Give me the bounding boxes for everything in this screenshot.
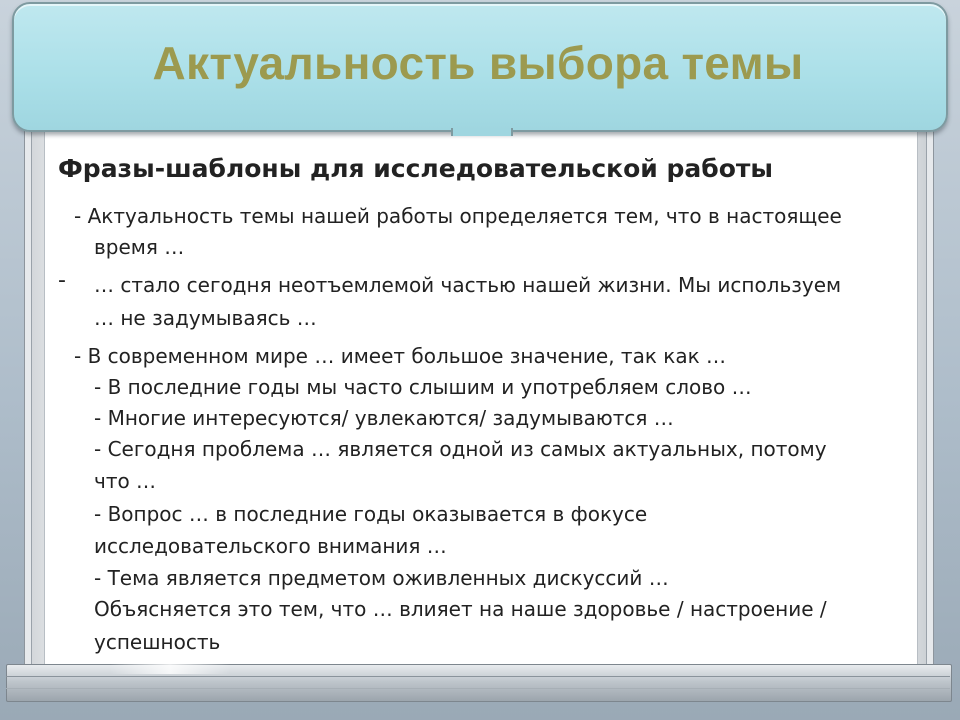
phrase-line-8: - Тема является предметом оживленных дискуссий … (94, 566, 669, 590)
phrase-line-5: - Многие интересуются/ увлекаются/ задумываются … (94, 406, 674, 430)
phrase-line-9: Объясняется это тем, что … влияет на наше здоровье / настроение / (94, 597, 827, 621)
ledge-divider (6, 676, 950, 677)
chalk-smudge (110, 664, 230, 674)
phrase-line-2: … стало сегодня неотъемлемой частью нашей жизни. Мы используем (94, 273, 842, 297)
phrase-line-9-cont: успешность (94, 630, 221, 654)
phrase-line-4: - В последние годы мы часто слышим и употребляем слово … (94, 375, 752, 399)
phrase-line-7: - Вопрос … в последние годы оказывается в фокусе (94, 502, 648, 526)
phrase-line-6: - Сегодня проблема … является одной из самых актуальных, потому (94, 437, 827, 461)
phrase-line-1-cont: время … (94, 235, 185, 259)
banner-hanger (451, 128, 513, 136)
bullet-dash: - (58, 268, 66, 293)
phrase-line-1: - Актуальность темы нашей работы определяется тем, что в настоящее (74, 204, 842, 228)
phrase-line-7-cont: исследовательского внимания … (94, 534, 447, 558)
phrase-line-3: - В современном мире … имеет большое значение, так как … (74, 344, 727, 368)
slide-title: Актуальность выбора темы (152, 37, 804, 89)
phrase-line-6-cont: что … (94, 469, 157, 493)
ledge-divider-lower (6, 688, 950, 689)
phrase-line-2-cont: … не задумываясь … (94, 306, 317, 330)
section-heading: Фразы-шаблоны для исследовательской работы (58, 154, 773, 183)
